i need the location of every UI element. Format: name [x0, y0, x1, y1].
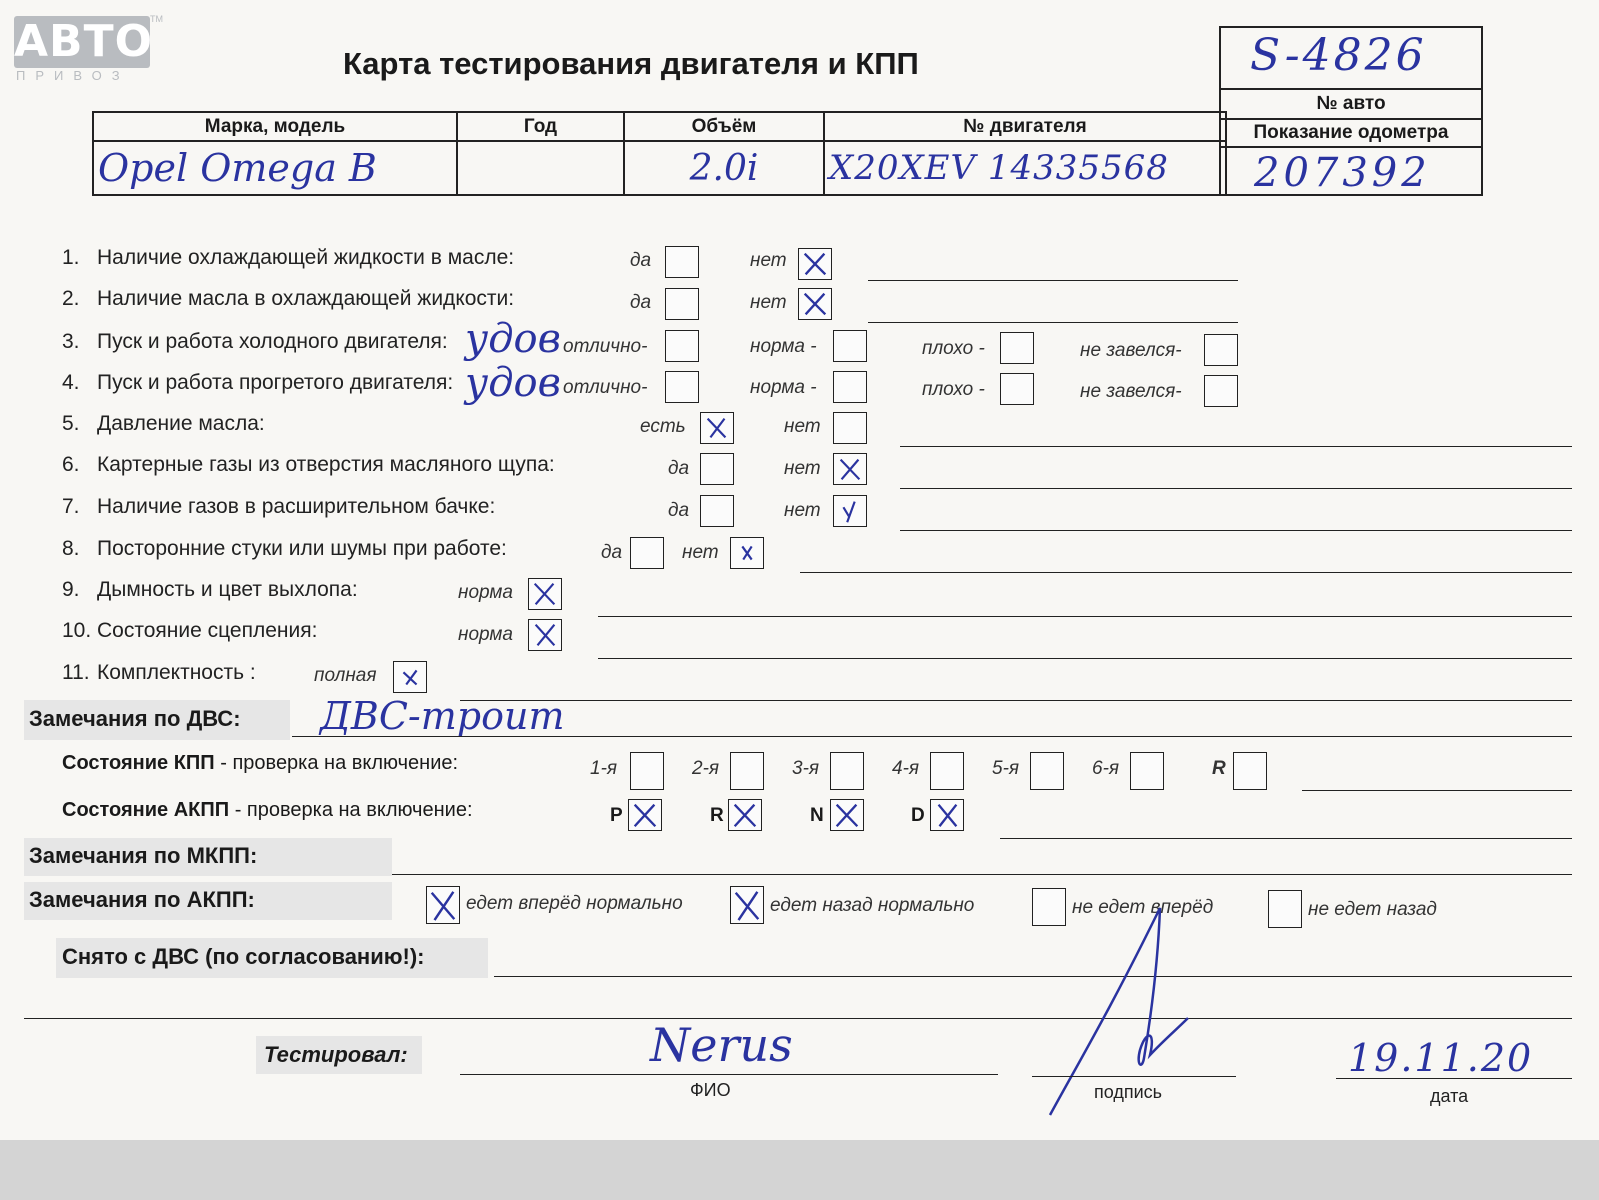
item-4-opt-bad: плохо -	[922, 379, 985, 400]
item-1-opt-yes: да	[630, 250, 652, 271]
item-2-number: 2.	[62, 287, 80, 310]
item-6-note-line	[900, 488, 1572, 489]
item-5-number: 5.	[62, 412, 80, 435]
item-8-label: Посторонние стуки или шумы при работе:	[97, 537, 507, 560]
cell-year	[457, 141, 624, 195]
item-4-bad-checkbox[interactable]	[1000, 373, 1034, 405]
item-4-opt-normal: норма -	[750, 377, 817, 398]
item-3-normal-checkbox[interactable]	[833, 330, 867, 362]
remarks-mkpp-line	[392, 874, 1572, 875]
akpp-n-label: N	[810, 805, 824, 826]
item-4-opt-no-start: не завелся-	[1080, 381, 1182, 402]
item-8-opt-no: нет	[682, 542, 719, 563]
check-mark-icon	[931, 800, 963, 830]
akpp-p-label: P	[610, 805, 623, 826]
item-8-yes-checkbox[interactable]	[630, 537, 664, 569]
logo-trademark: TM	[150, 14, 163, 24]
item-7-note-line	[900, 530, 1572, 531]
auto-number-label: № авто	[1316, 93, 1386, 114]
logo-subtitle: ПРИВОЗ	[16, 68, 130, 83]
volume-value: 2.0i	[689, 147, 759, 189]
check-mark-icon	[427, 887, 459, 923]
item-9-number: 9.	[62, 578, 80, 601]
item-3-opt-no-start: не завелся-	[1080, 340, 1182, 361]
item-5-label: Давление масла:	[97, 412, 265, 435]
gear-1-label: 1-я	[590, 758, 618, 779]
signature-caption: подпись	[1094, 1082, 1163, 1102]
item-9-note-line	[598, 616, 1572, 617]
item-7-label: Наличие газов в расширительном бачке:	[97, 495, 496, 518]
item-8-no-checkbox[interactable]	[730, 537, 764, 569]
check-mark-icon	[529, 620, 561, 650]
item-3-opt-bad: плохо -	[922, 338, 985, 359]
check-mark-icon	[799, 249, 831, 279]
akpp-p-checkbox[interactable]	[628, 799, 662, 831]
item-7-no-checkbox[interactable]	[833, 495, 867, 527]
akpp-r-label: R	[710, 805, 724, 826]
gear-4-checkbox[interactable]	[930, 752, 964, 790]
date-line	[1336, 1078, 1572, 1079]
item-1-label: Наличие охлаждающей жидкости в масле:	[97, 246, 515, 269]
item-3-bad-checkbox[interactable]	[1000, 332, 1034, 364]
item-5-note-line	[900, 446, 1572, 447]
item-11-note-line	[460, 700, 1572, 701]
item-5-no-checkbox[interactable]	[833, 412, 867, 444]
item-8-note-line	[800, 572, 1572, 573]
no-forward-label: не едет вперёд	[1072, 897, 1214, 918]
item-10-opt-normal: норма	[458, 624, 513, 645]
divider	[1219, 118, 1483, 120]
divider	[1219, 146, 1483, 148]
item-7-opt-yes: да	[668, 500, 690, 521]
kpp-label-rest: - проверка на включение:	[214, 752, 459, 774]
cell-volume	[624, 141, 824, 195]
cell-engine-number	[824, 141, 1226, 195]
item-3-number: 3.	[62, 330, 80, 353]
remarks-dvs-label: Замечания по ДВС:	[29, 706, 241, 731]
item-11-label: Комплектность :	[97, 661, 256, 684]
item-3-handwritten-note: удов	[465, 316, 561, 362]
gear-6-checkbox[interactable]	[1130, 752, 1164, 790]
item-6-opt-no: нет	[784, 458, 821, 479]
item-8-number: 8.	[62, 537, 80, 560]
item-6-number: 6.	[62, 453, 80, 476]
item-1-number: 1.	[62, 246, 80, 269]
background-strip	[0, 1140, 1599, 1200]
item-8-opt-yes: да	[601, 542, 623, 563]
gear-5-label: 5-я	[992, 758, 1020, 779]
item-2-opt-yes: да	[630, 292, 652, 313]
item-6-yes-checkbox[interactable]	[700, 453, 734, 485]
test-date: 19.11.20	[1348, 1036, 1534, 1080]
separator-line	[24, 1018, 1572, 1019]
column-year: Год	[457, 112, 624, 141]
item-7-yes-checkbox[interactable]	[700, 495, 734, 527]
tested-by-label: Тестировал:	[264, 1042, 408, 1067]
item-11-opt-full: полная	[314, 665, 377, 686]
akpp-d-label: D	[911, 805, 925, 826]
item-1-no-checkbox[interactable]	[798, 248, 832, 280]
column-engine-number: № двигателя	[824, 112, 1226, 141]
item-1-opt-no: нет	[750, 250, 787, 271]
name-line	[460, 1074, 998, 1075]
akpp-label	[62, 799, 473, 822]
item-3-excellent-checkbox[interactable]	[665, 330, 699, 362]
item-9-label: Дымность и цвет выхлопа:	[97, 578, 358, 601]
akpp-note-line	[1000, 838, 1572, 839]
check-mark-icon	[729, 800, 761, 830]
gear-5-checkbox[interactable]	[1030, 752, 1064, 790]
item-4-handwritten-note: удов	[465, 360, 561, 406]
item-1-note-line	[868, 280, 1238, 281]
item-4-no-start-checkbox[interactable]	[1204, 375, 1238, 407]
akpp-label-bold: Состояние АКПП	[62, 799, 230, 821]
check-mark-icon	[731, 887, 763, 923]
odometer-label: Показание одометра	[1253, 122, 1449, 143]
item-11-number: 11.	[62, 661, 90, 684]
backward-ok-label: едет назад нормально	[770, 895, 975, 916]
item-7-opt-no: нет	[784, 500, 821, 521]
check-mark-icon	[394, 662, 426, 692]
item-2-note-line	[868, 322, 1238, 323]
gear-2-checkbox[interactable]	[730, 752, 764, 790]
signature-line	[1032, 1076, 1236, 1077]
item-3-opt-normal: норма -	[750, 336, 817, 357]
item-6-no-checkbox[interactable]	[833, 453, 867, 485]
forward-ok-label: едет вперёд нормально	[466, 893, 683, 914]
check-mark-icon	[629, 800, 661, 830]
model-value: Opel Omega B	[98, 146, 377, 190]
no-backward-checkbox[interactable]	[1268, 890, 1302, 928]
removed-label: Снято с ДВС (по согласованию!):	[62, 944, 425, 969]
item-9-normal-checkbox[interactable]	[528, 578, 562, 610]
column-volume: Объём	[624, 112, 824, 141]
check-mark-icon	[834, 454, 866, 484]
item-10-normal-checkbox[interactable]	[528, 619, 562, 651]
gear-2-label: 2-я	[692, 758, 720, 779]
check-mark-icon	[799, 289, 831, 319]
item-6-opt-yes: да	[668, 458, 690, 479]
page-title: Карта тестирования двигателя и КПП	[343, 46, 919, 81]
engine-number-value: X20XEV 14335568	[829, 148, 1169, 188]
column-model: Марка, модель	[93, 112, 457, 141]
kpp-note-line	[1302, 790, 1572, 791]
kpp-label	[62, 752, 458, 775]
item-3-no-start-checkbox[interactable]	[1204, 334, 1238, 366]
item-5-yes-checkbox[interactable]	[700, 412, 734, 444]
check-mark-icon	[731, 538, 763, 568]
gear-1-checkbox[interactable]	[630, 752, 664, 790]
date-caption: дата	[1430, 1086, 1469, 1106]
forward-ok-checkbox[interactable]	[426, 886, 460, 924]
check-mark-icon	[529, 579, 561, 609]
item-4-excellent-checkbox[interactable]	[665, 371, 699, 403]
remarks-dvs-line	[292, 736, 1572, 737]
backward-ok-checkbox[interactable]	[730, 886, 764, 924]
akpp-r-checkbox[interactable]	[728, 799, 762, 831]
item-1-yes-checkbox[interactable]	[665, 246, 699, 278]
akpp-label-rest: - проверка на включение:	[229, 799, 473, 821]
kpp-label-bold: Состояние КПП	[62, 752, 215, 774]
item-3-opt-excellent: отлично-	[563, 336, 648, 357]
removed-line	[494, 976, 1572, 977]
item-11-full-checkbox[interactable]	[393, 661, 427, 693]
item-4-number: 4.	[62, 371, 80, 394]
item-6-label: Картерные газы из отверстия масляного щупа:	[97, 453, 555, 476]
remarks-mkpp-label: Замечания по МКПП:	[29, 843, 258, 868]
remarks-akpp-label: Замечания по АКПП:	[29, 887, 255, 912]
item-5-opt-yes: есть	[640, 416, 686, 437]
gear-6-label: 6-я	[1092, 758, 1120, 779]
no-backward-label: не едет назад	[1308, 899, 1437, 920]
gear-r-checkbox[interactable]	[1233, 752, 1267, 790]
vehicle-table	[92, 111, 1227, 196]
item-2-yes-checkbox[interactable]	[665, 288, 699, 320]
item-4-opt-excellent: отлично-	[563, 377, 648, 398]
gear-r-label: R	[1212, 758, 1226, 779]
remarks-dvs-value: ДВС-троит	[320, 694, 565, 738]
item-2-label: Наличие масла в охлаждающей жидкости:	[97, 287, 515, 310]
item-2-no-checkbox[interactable]	[798, 288, 832, 320]
item-4-normal-checkbox[interactable]	[833, 371, 867, 403]
name-caption: ФИО	[690, 1080, 731, 1100]
gear-3-checkbox[interactable]	[830, 752, 864, 790]
logo: АВТО	[14, 16, 154, 67]
item-2-opt-no: нет	[750, 292, 787, 313]
check-mark-icon	[834, 496, 866, 526]
divider	[1219, 88, 1483, 90]
gear-4-label: 4-я	[892, 758, 920, 779]
item-7-number: 7.	[62, 495, 80, 518]
odometer-value: 207392	[1254, 150, 1431, 196]
check-mark-icon	[831, 800, 863, 830]
item-5-opt-no: нет	[784, 416, 821, 437]
akpp-n-checkbox[interactable]	[830, 799, 864, 831]
check-mark-icon	[701, 413, 733, 443]
item-4-label: Пуск и работа прогретого двигателя:	[97, 371, 454, 394]
auto-number-value: S-4826	[1250, 30, 1427, 81]
cell-model	[93, 141, 457, 195]
item-10-note-line	[598, 658, 1572, 659]
item-9-opt-normal: норма	[458, 582, 513, 603]
item-3-label: Пуск и работа холодного двигателя:	[97, 330, 448, 353]
item-10-label: Состояние сцепления:	[97, 619, 318, 642]
tester-name: Nerus	[650, 1018, 793, 1072]
item-10-number: 10.	[62, 619, 92, 642]
gear-3-label: 3-я	[792, 758, 820, 779]
akpp-d-checkbox[interactable]	[930, 799, 964, 831]
